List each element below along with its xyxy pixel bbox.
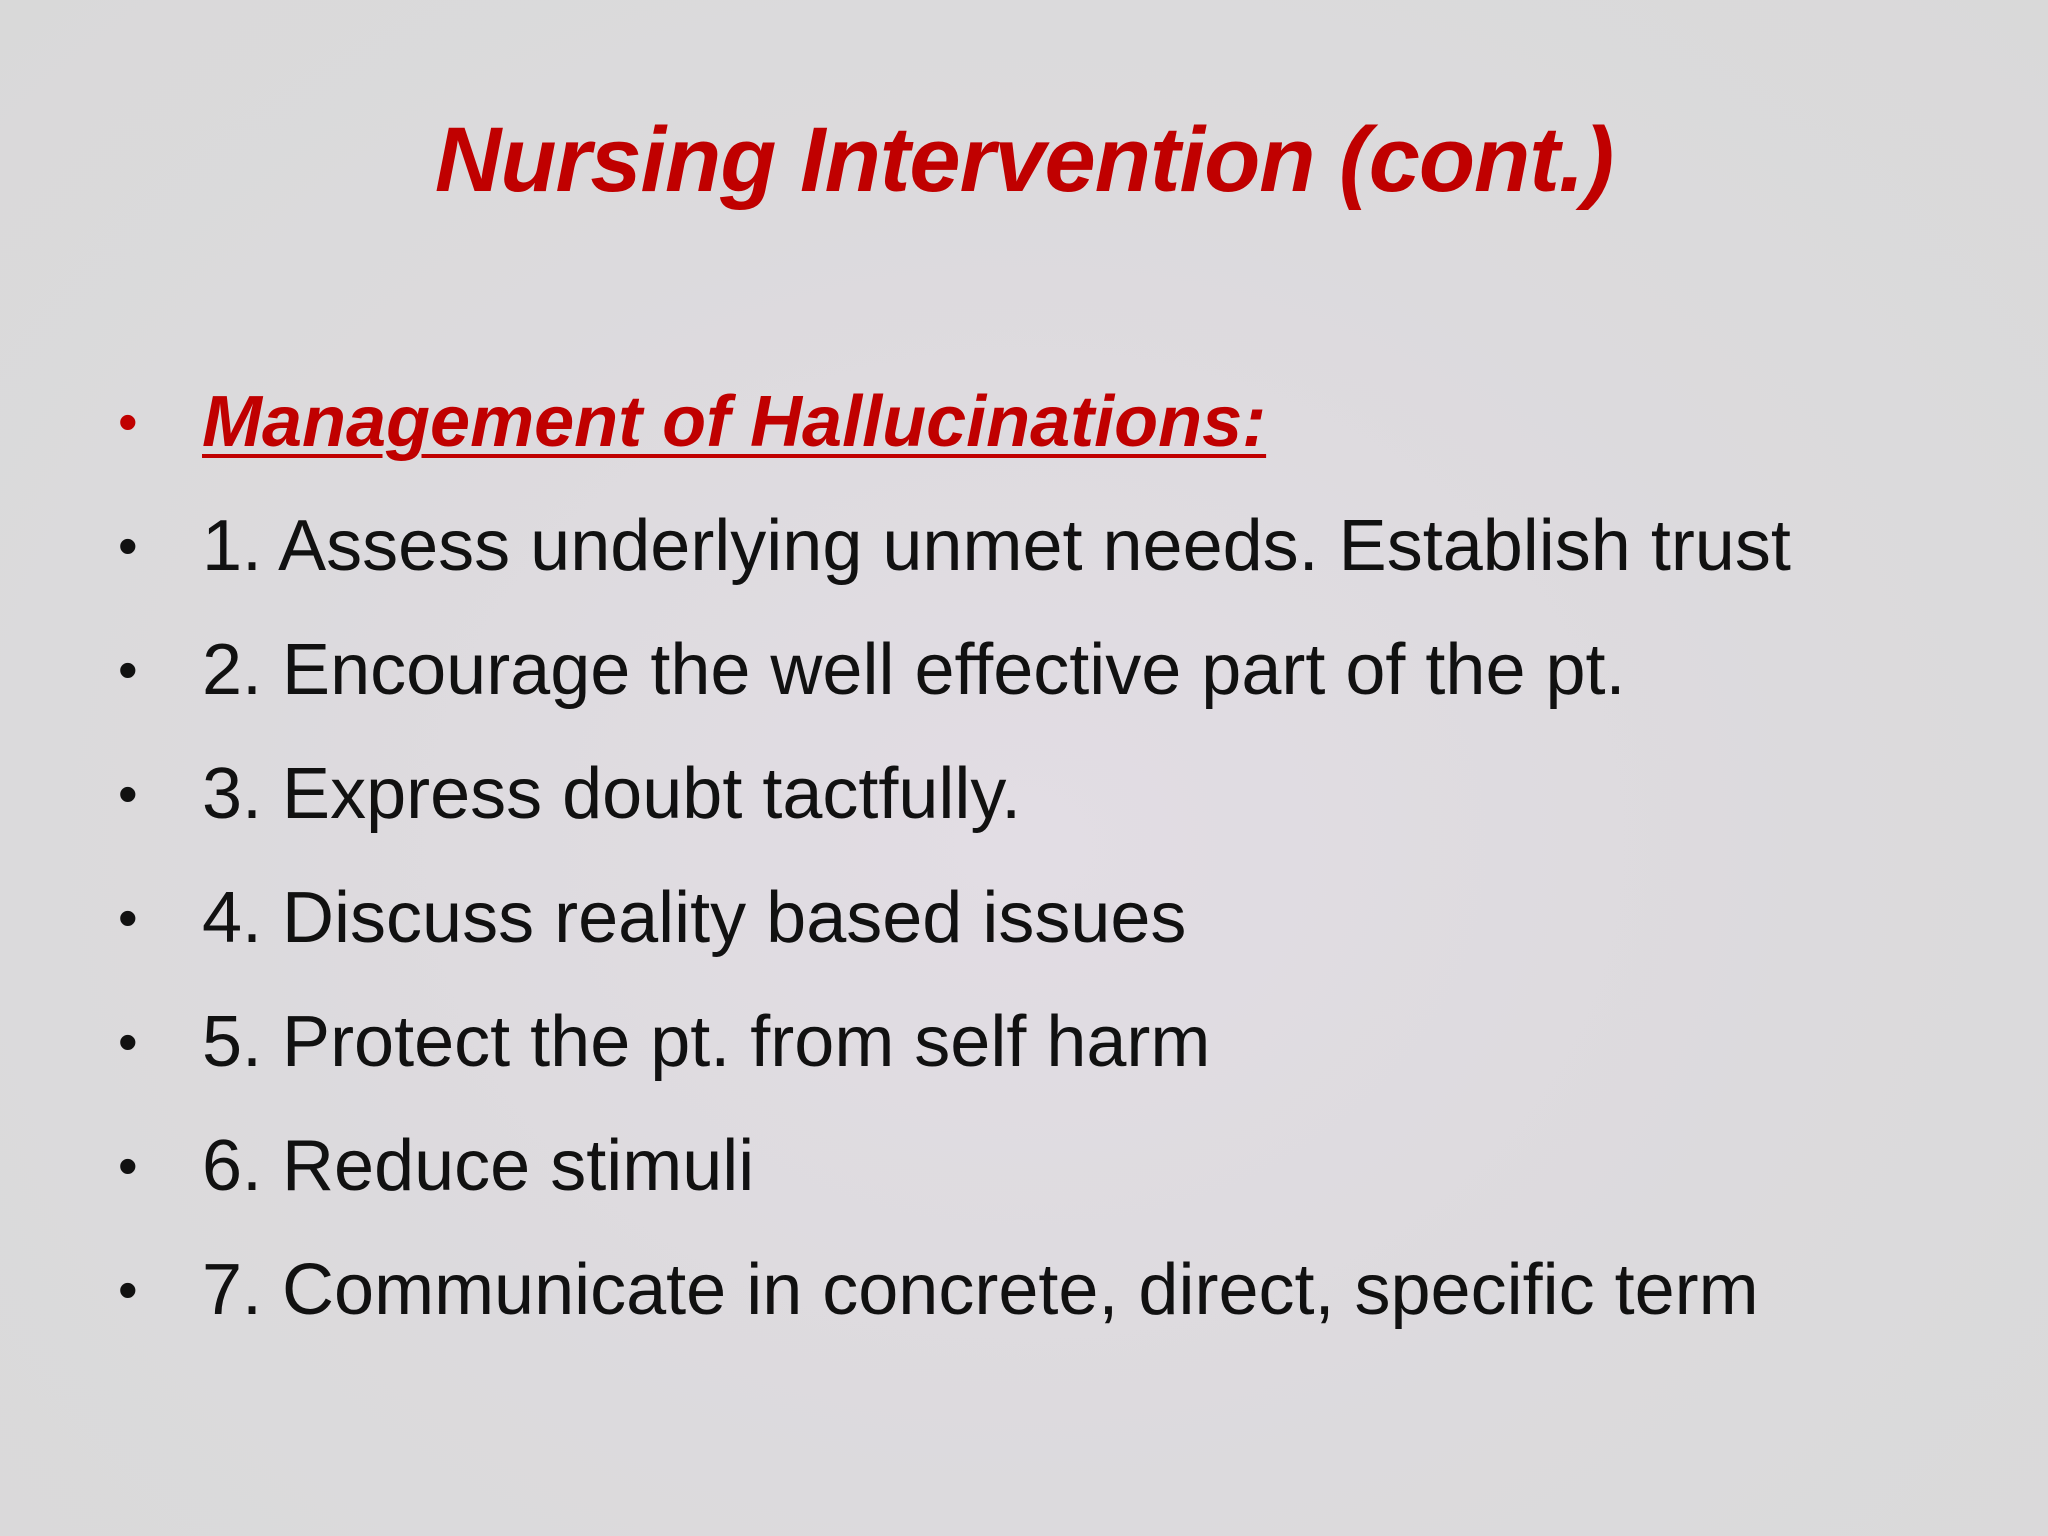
list-heading <box>118 360 1998 484</box>
list-item <box>118 1228 1998 1352</box>
list-item <box>118 856 1998 980</box>
bullet-icon: • <box>118 886 138 949</box>
bullet-icon: • <box>118 762 138 825</box>
bullet-icon: • <box>118 638 138 701</box>
list-item-text: 7. Communicate in concrete, direct, specific term <box>202 1250 1759 1330</box>
list-item-text: 2. Encourage the well effective part of the pt. <box>202 630 1626 710</box>
bullet-icon: • <box>118 1134 138 1197</box>
bullet-icon: • <box>118 514 138 577</box>
bullet-icon: • <box>118 390 138 453</box>
list-item-text: 5. Protect the pt. from self harm <box>202 1002 1211 1082</box>
bullet-list <box>118 360 1998 1352</box>
list-item <box>118 980 1998 1104</box>
bullet-icon: • <box>118 1258 138 1321</box>
bullet-icon: • <box>118 1010 138 1073</box>
list-item-text: 3. Express doubt tactfully. <box>202 754 1022 834</box>
list-item-text: 1. Assess underlying unmet needs. Establish trust <box>202 506 1791 586</box>
list-item-text: 6. Reduce stimuli <box>202 1126 755 1206</box>
list-item <box>118 732 1998 856</box>
list-item-text: 4. Discuss reality based issues <box>202 878 1187 958</box>
list-item <box>118 1104 1998 1228</box>
section-heading: Management of Hallucinations: <box>202 382 1267 462</box>
slide-title: Nursing Intervention (cont.) <box>434 109 1614 211</box>
list-item <box>118 608 1998 732</box>
list-item <box>118 484 1998 608</box>
